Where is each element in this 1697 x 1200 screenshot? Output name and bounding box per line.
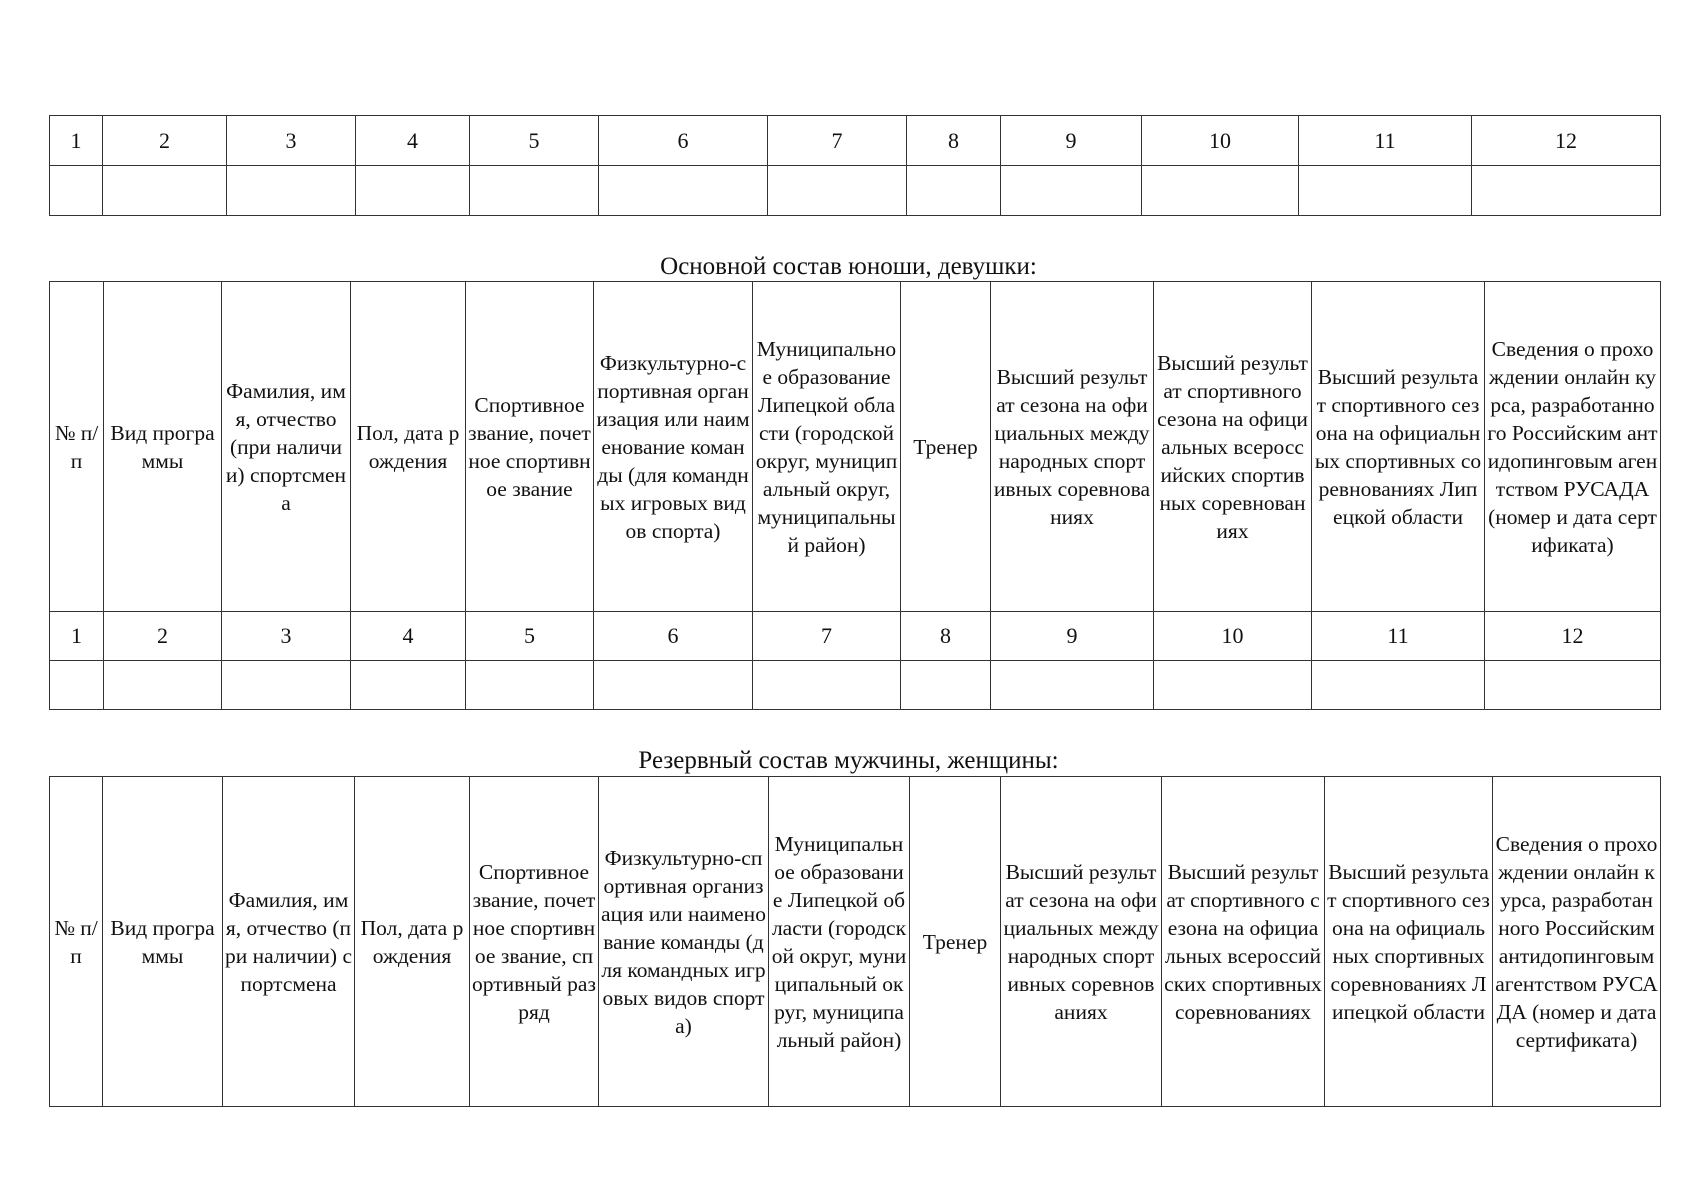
header-cell-national-result: Высший результат спортивного сезона на официальных всероссийских спортивных соревнованиях	[1154, 282, 1312, 612]
header-cell-program: Вид программы	[104, 282, 222, 612]
column-number: 9	[991, 612, 1154, 661]
header-cell-gender-birthdate: Пол, дата рождения	[355, 777, 470, 1107]
column-number: 10	[1154, 612, 1312, 661]
empty-cell	[50, 661, 104, 710]
empty-cell	[1001, 166, 1142, 216]
empty-cell	[356, 166, 470, 216]
empty-cell	[1312, 661, 1485, 710]
header-cell-gender-birthdate: Пол, дата рождения	[351, 282, 466, 612]
header-cell-municipality: Муниципальное образование Липецкой области (городской округ, муниципальный округ, муниципальный район)	[753, 282, 901, 612]
header-cell-national-result: Высший результат спортивного сезона на официальных всероссийских спортивных соревнованиях	[1162, 777, 1325, 1107]
empty-cell	[227, 166, 356, 216]
header-cell-fullname: Фамилия, имя, отчество (при наличии) спортсмена	[223, 777, 355, 1107]
empty-cell	[991, 661, 1154, 710]
header-cell-coach: Тренер	[910, 777, 1001, 1107]
empty-cell	[104, 661, 222, 710]
column-number-row	[50, 612, 1661, 661]
empty-cell	[599, 166, 768, 216]
main-squad-caption: Основной состав юноши, девушки:	[660, 253, 1037, 280]
column-number: 5	[466, 612, 594, 661]
column-number-row	[50, 116, 1661, 166]
column-number: 11	[1312, 612, 1485, 661]
header-cell-organization: Физкультурно-спортивная организация или наименование команды (для командных игровых видов спорта)	[594, 282, 753, 612]
header-cell-number: № п/п	[50, 777, 103, 1107]
header-row	[50, 282, 1661, 612]
header-cell-regional-result: Высший результат спортивного сезона на официальных спортивных соревнованиях Липецкой области	[1325, 777, 1493, 1107]
empty-cell	[466, 661, 594, 710]
header-cell-international-result: Высший результат сезона на официальных международных спортивных соревнованиях	[1001, 777, 1162, 1107]
header-cell-sport-title: Спортивное звание, почетное спортивное звание, спортивный разряд	[470, 777, 599, 1107]
empty-cell	[50, 166, 103, 216]
column-number: 12	[1472, 116, 1661, 166]
column-number: 3	[227, 116, 356, 166]
column-number: 2	[104, 612, 222, 661]
column-number: 11	[1299, 116, 1472, 166]
column-number: 6	[599, 116, 768, 166]
column-number: 5	[470, 116, 599, 166]
column-number: 7	[768, 116, 907, 166]
header-cell-program: Вид программы	[103, 777, 223, 1107]
header-cell-number: № п/п	[50, 282, 104, 612]
column-number: 2	[103, 116, 227, 166]
header-cell-coach: Тренер	[901, 282, 991, 612]
column-number: 9	[1001, 116, 1142, 166]
empty-cell	[1485, 661, 1661, 710]
header-cell-municipality: Муниципальное образование Липецкой области (городской округ, муниципальный округ, муниципальный район)	[769, 777, 910, 1107]
empty-cell	[1142, 166, 1299, 216]
column-number: 1	[50, 612, 104, 661]
empty-data-row	[50, 166, 1661, 216]
reserve-squad-table	[49, 776, 1661, 1107]
empty-cell	[222, 661, 351, 710]
empty-data-row	[50, 661, 1661, 710]
empty-cell	[753, 661, 901, 710]
column-number: 12	[1485, 612, 1661, 661]
reserve-squad-caption: Резервный состав мужчины, женщины:	[638, 747, 1059, 774]
empty-cell	[103, 166, 227, 216]
empty-cell	[351, 661, 466, 710]
column-number: 4	[356, 116, 470, 166]
empty-cell	[907, 166, 1001, 216]
column-number: 7	[753, 612, 901, 661]
column-number: 3	[222, 612, 351, 661]
main-squad-table	[49, 281, 1661, 710]
header-row	[50, 777, 1661, 1107]
header-cell-international-result: Высший результат сезона на официальных международных спортивных соревнованиях	[991, 282, 1154, 612]
empty-cell	[768, 166, 907, 216]
column-number: 4	[351, 612, 466, 661]
header-cell-regional-result: Высший результат спортивного сезона на официальных спортивных соревнованиях Липецкой области	[1312, 282, 1485, 612]
empty-cell	[594, 661, 753, 710]
empty-cell	[901, 661, 991, 710]
header-cell-fullname: Фамилия, имя, отчество (при наличии) спортсмена	[222, 282, 351, 612]
column-number: 1	[50, 116, 103, 166]
empty-cell	[470, 166, 599, 216]
header-cell-sport-title: Спортивное звание, почетное спортивное звание	[466, 282, 594, 612]
empty-cell	[1299, 166, 1472, 216]
column-number: 8	[907, 116, 1001, 166]
column-number: 10	[1142, 116, 1299, 166]
header-cell-rusada-course: Сведения о прохождении онлайн курса, разработанного Российским антидопинговым агентством РУСАДА (номер и дата сертификата)	[1485, 282, 1661, 612]
top-table	[49, 115, 1661, 216]
column-number: 8	[901, 612, 991, 661]
empty-cell	[1154, 661, 1312, 710]
header-cell-rusada-course: Сведения о прохождении онлайн курса, разработанного Российским антидопинговым агентством РУСАДА (номер и дата сертификата)	[1493, 777, 1661, 1107]
empty-cell	[1472, 166, 1661, 216]
column-number: 6	[594, 612, 753, 661]
header-cell-organization: Физкультурно-спортивная организация или наименование команды (для командных игровых видов спорта)	[599, 777, 769, 1107]
